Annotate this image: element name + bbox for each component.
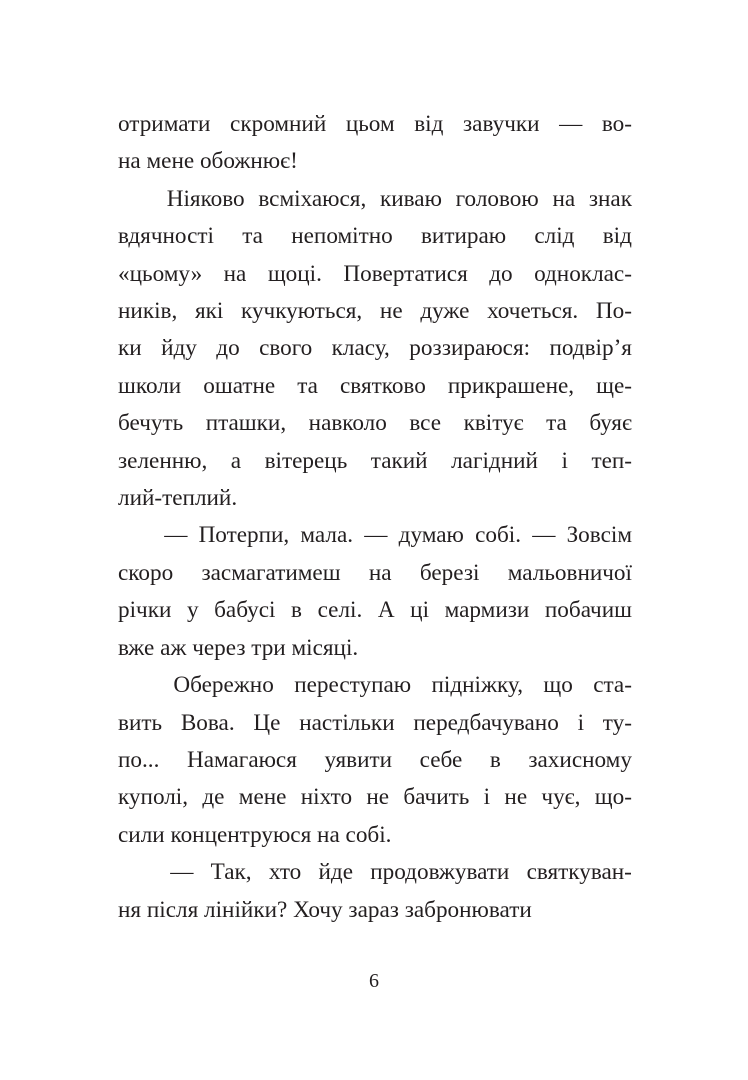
paragraph [118,517,632,667]
page-number: 6 [369,970,379,992]
text-line: на мене обожнює! [118,148,298,175]
text-line: річки у бабусі в селі. А ці мармизи побачиш [118,597,632,624]
text-line: скоро засмагатимеш на березі мальовничої [118,559,632,586]
first-line-indent [118,517,153,554]
paragraph [118,181,632,518]
text-line: «цьому» на щоці. Повертатися до одноклас- [118,260,632,287]
text-line: вить Вова. Це настільки передбачувано і ту- [118,709,632,736]
text-line: отримати скромний цьом від завучки — во- [118,111,632,137]
first-line-indent [118,667,153,704]
text-line: — Потерпи, мала. — думаю собі. — Зовсім [118,517,632,554]
page-text-block [118,106,632,929]
text-line: сили концентруюся на собі. [118,821,392,848]
paragraph [118,667,632,854]
text-line: ки йду до свого класу, роззираюся: подвір’я [118,335,632,362]
text-line: бечуть пташки, навколо все квітує та буяє [118,410,632,437]
paragraph [118,106,632,181]
text-line: куполі, де мене ніхто не бачить і не чує, що- [118,784,632,811]
text-line: по... Намагаюся уявити себе в захисному [118,746,632,773]
text-line: Ніяково всміхаюся, киваю головою на знак [118,181,632,218]
text-line: — Так, хто йде продовжувати святкуван- [118,854,632,891]
first-line-indent [118,854,153,891]
text-line: вдячності та непомітно витираю слід від [118,223,632,250]
text-line: школи ошатне та святково прикрашене, ще- [118,372,632,399]
text-line: вже аж через три місяці. [118,634,359,661]
text-line: ня після лінійки? Хочу зараз забронювати [118,896,532,923]
first-line-indent [118,181,153,218]
text-line: зеленню, а вітерець такий лагідний і теп- [118,447,632,474]
text-line: Обережно переступаю підніжку, що ста- [118,667,632,704]
paragraph [118,854,632,929]
text-line: лий-теплий. [118,485,238,512]
text-line: ників, які кучкуються, не дуже хочеться. По- [118,298,632,325]
